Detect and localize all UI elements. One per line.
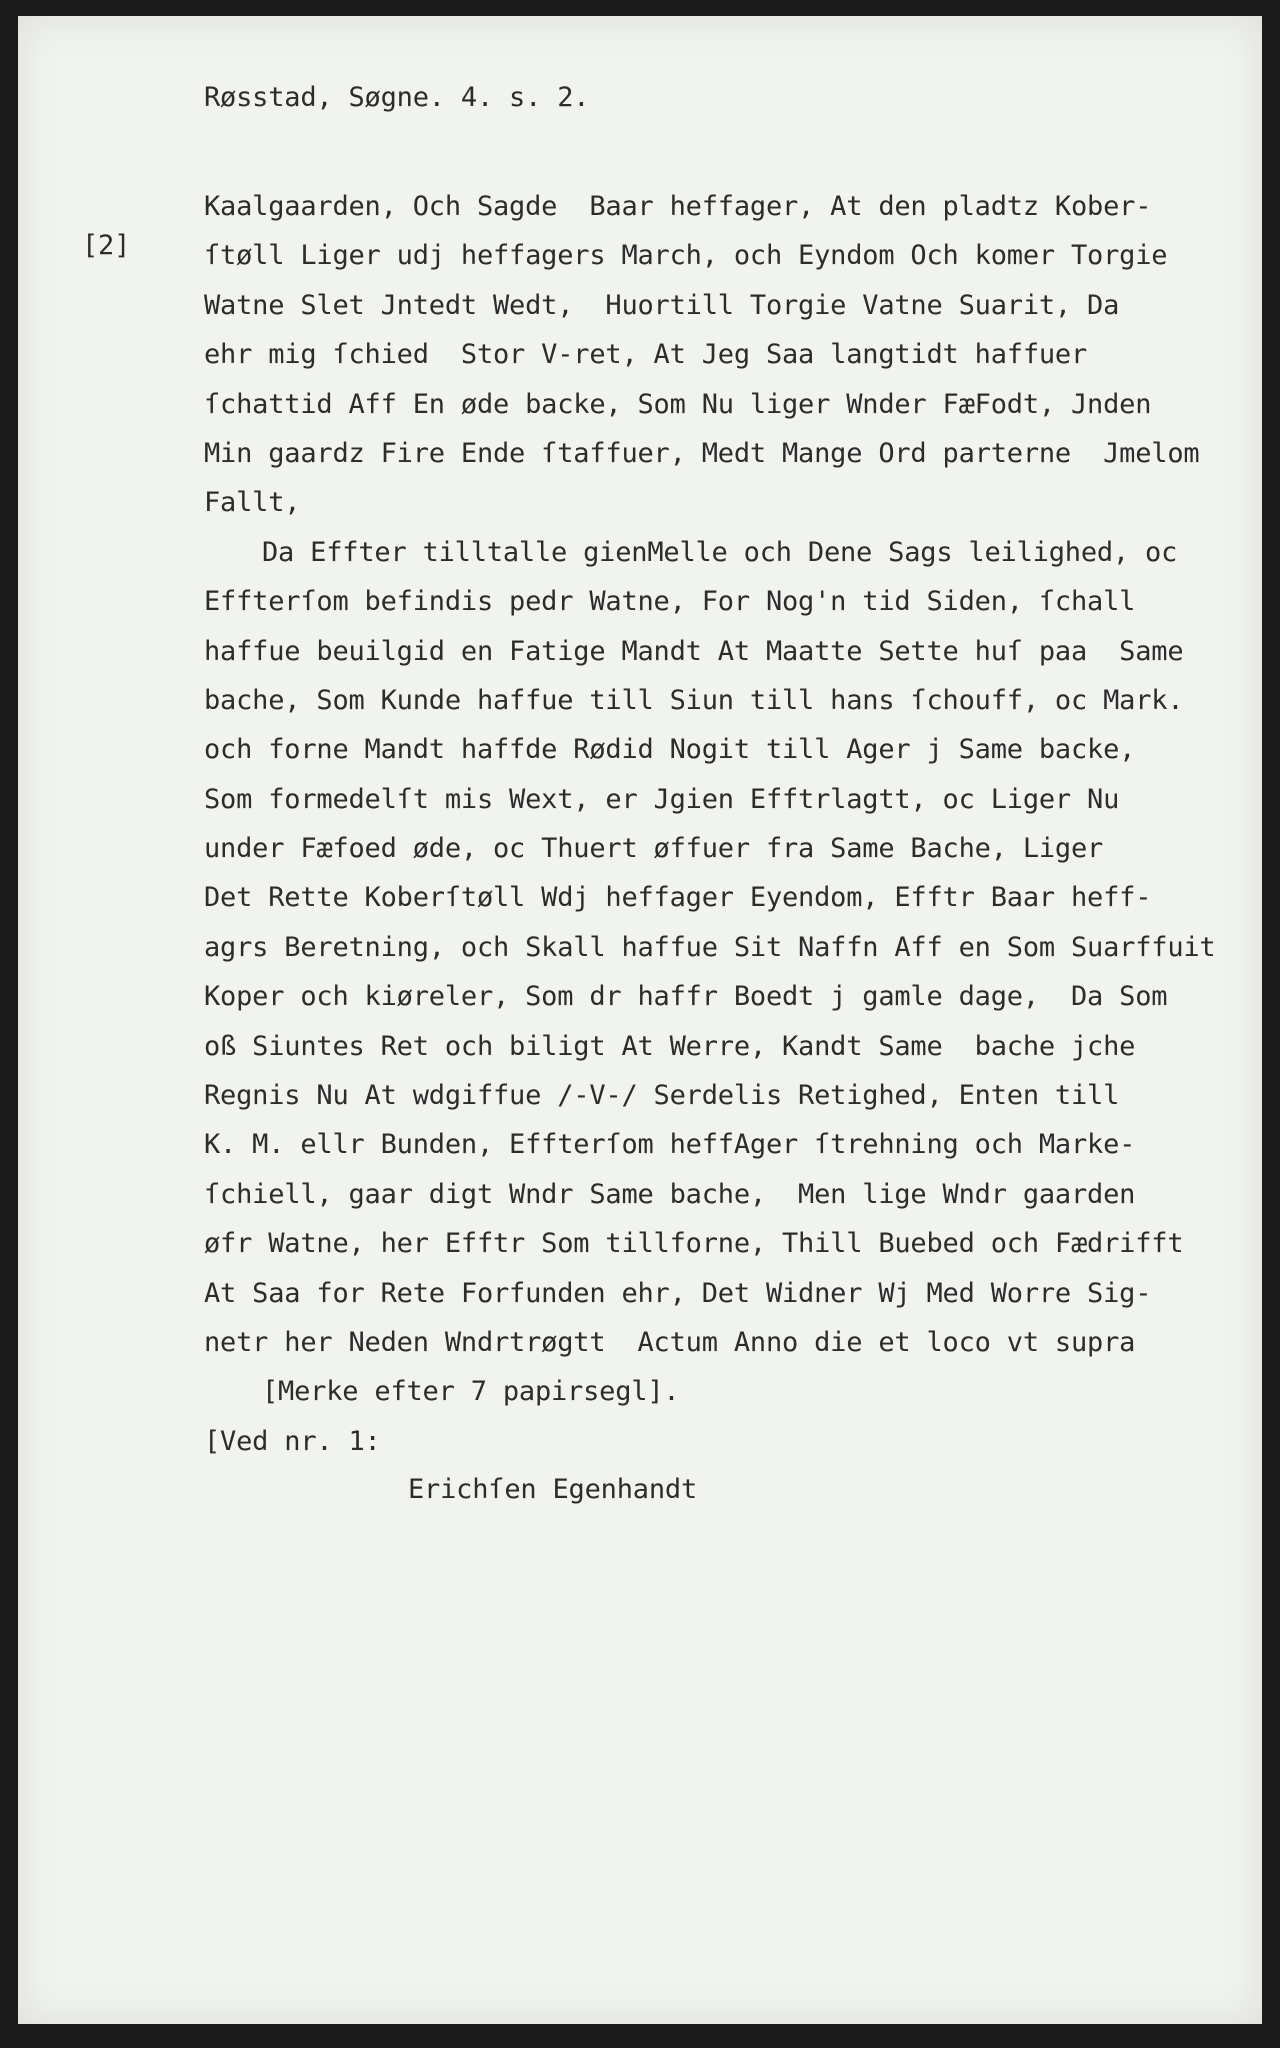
text-line: Min gaardz Fire Ende ſtaffuer, Medt Mange Ord parterne Jmelom — [204, 437, 1200, 469]
text-line: [Ved nr. 1: — [204, 1425, 381, 1457]
text-line: Regnis Nu At wdgiffue /-V-/ Serdelis Retighed, Enten till — [204, 1080, 1120, 1112]
text-line: At Saa for Rete Forfunden ehr, Det Widner Wj Med Worre Sig- — [204, 1277, 1152, 1309]
text-line: Watne Slet Jntedt Wedt, Huortill Torgie Vatne Suarit, Da — [204, 289, 1120, 321]
signature-line: Erichſen Egenhandt — [408, 1474, 697, 1505]
text-line: oß Siuntes Ret och biligt At Werre, Kandt Same bache jche — [204, 1030, 1136, 1062]
text-line: agrs Beretning, och Skall haffue Sit Naffn Aff en Som Suarffuit — [204, 931, 1216, 963]
text-line: ſtøll Liger udj heffagers March, och Eyndom Och komer Torgie — [204, 240, 1168, 272]
document-header: Røsstad, Søgne. 4. s. 2. — [204, 82, 590, 113]
document-body — [204, 182, 1216, 1466]
text-line: under Fæfoed øde, oc Thuert øffuer fra Same Bache, Liger — [204, 833, 1104, 865]
text-line: Det Rette Koberſtøll Wdj heffager Eyendom, Efftr Baar heff- — [204, 882, 1152, 914]
text-line: ehr mig ſchied Stor V-ret, At Jeg Saa langtidt haffuer — [204, 339, 1088, 371]
text-line: K. M. ellr Bunden, Effterſom heffAger ſtrehning och Marke- — [204, 1129, 1136, 1161]
text-line: øfr Watne, her Efftr Som tillforne, Thill Buebed och Fædrifft — [204, 1228, 1184, 1260]
text-line: Da Effter tilltalle gienMelle och Dene Sags leilighed, oc — [262, 536, 1178, 568]
text-line: [Merke efter 7 papirsegl]. — [262, 1376, 680, 1408]
text-line: bache, Som Kunde haffue till Siun till hans ſchouff, oc Mark. — [204, 684, 1184, 716]
text-line: Effterſom befindis pedr Watne, For Nog'n tid Siden, ſchall — [204, 586, 1136, 618]
text-line: Som formedelſt mis Wext, er Jgien Efftrlagtt, oc Liger Nu — [204, 783, 1120, 815]
text-line: ſchattid Aff En øde backe, Som Nu liger Wnder FæFodt, Jnden — [204, 388, 1152, 420]
text-line: netr her Neden Wndrtrøgtt Actum Anno die et loco vt supra — [204, 1326, 1136, 1358]
text-line: ſchiell, gaar digt Wndr Same bache, Men lige Wndr gaarden — [204, 1178, 1136, 1210]
text-line: och forne Mandt haffde Rødid Nogit till Ager j Same backe, — [204, 734, 1136, 766]
margin-reference: [2] — [82, 230, 131, 261]
text-line: Fallt, — [204, 487, 301, 519]
text-line: Koper och kiøreler, Som dr haffr Boedt j gamle dage, Da Som — [204, 981, 1168, 1013]
text-line: Kaalgaarden, Och Sagde Baar heffager, At den pladtz Kober- — [204, 191, 1152, 222]
text-line: haffue beuilgid en Fatige Mandt At Maatte Sette huſ paa Same — [204, 635, 1184, 667]
document-page — [18, 16, 1262, 2024]
